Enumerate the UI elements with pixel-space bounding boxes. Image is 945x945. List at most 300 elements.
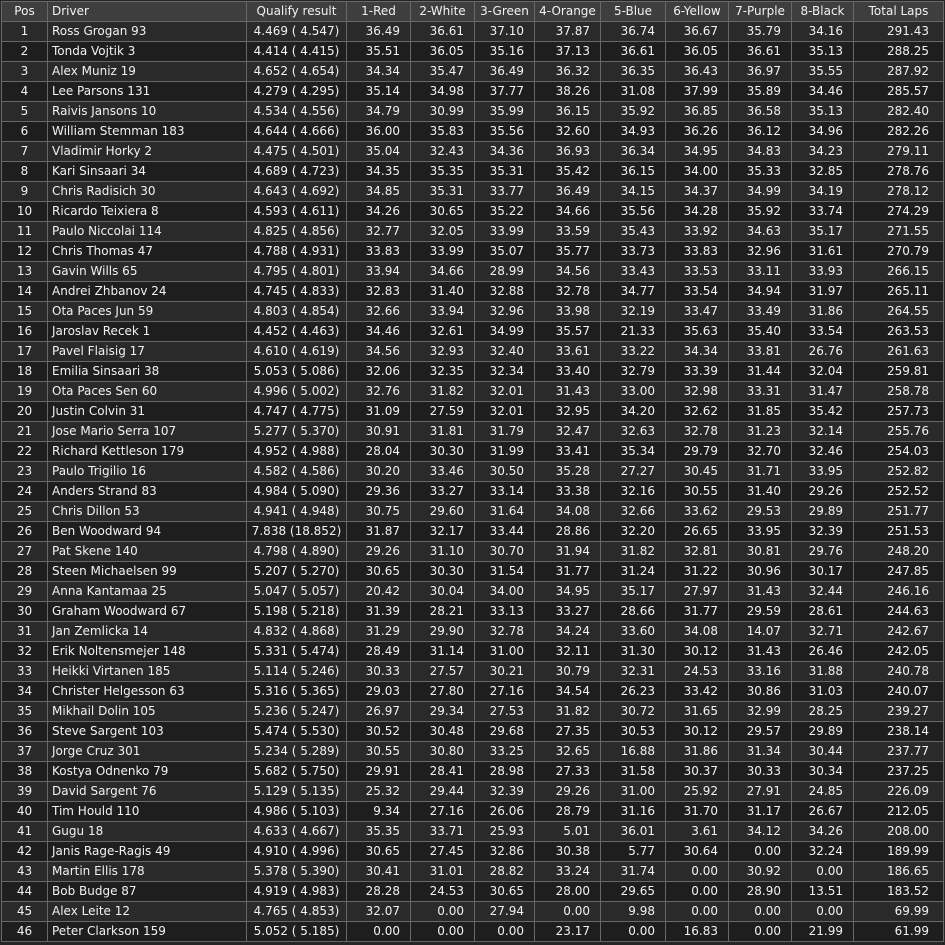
pos-cell: 4: [2, 82, 48, 102]
table-row[interactable]: [2, 482, 944, 502]
pos-cell: 39: [2, 782, 48, 802]
table-row[interactable]: [2, 802, 944, 822]
header-lane-red[interactable]: 1-Red: [347, 2, 411, 22]
total-laps-cell: 226.09: [854, 782, 944, 802]
table-row[interactable]: [2, 442, 944, 462]
lane-green-cell: 30.21: [475, 662, 535, 682]
table-row[interactable]: [2, 362, 944, 382]
lane-white-cell: 33.71: [411, 822, 475, 842]
total-laps-cell: 183.52: [854, 882, 944, 902]
table-row[interactable]: [2, 142, 944, 162]
lane-purple-cell: 29.53: [729, 502, 792, 522]
pos-cell: 33: [2, 662, 48, 682]
lane-purple-cell: 28.90: [729, 882, 792, 902]
lane-orange-cell: 35.28: [535, 462, 601, 482]
lane-black-cell: 32.71: [792, 622, 854, 642]
table-row[interactable]: [2, 782, 944, 802]
lane-white-cell: 27.59: [411, 402, 475, 422]
driver-cell: Paulo Niccolai 114: [48, 222, 247, 242]
lane-red-cell: 26.97: [347, 702, 411, 722]
total-laps-cell: 244.63: [854, 602, 944, 622]
table-row[interactable]: [2, 722, 944, 742]
lane-black-cell: 35.55: [792, 62, 854, 82]
driver-cell: Gavin Wills 65: [48, 262, 247, 282]
header-lane-green[interactable]: 3-Green: [475, 2, 535, 22]
table-row[interactable]: [2, 162, 944, 182]
lane-white-cell: 28.41: [411, 762, 475, 782]
pos-cell: 7: [2, 142, 48, 162]
table-row[interactable]: [2, 662, 944, 682]
lane-orange-cell: 34.66: [535, 202, 601, 222]
lane-red-cell: 34.56: [347, 342, 411, 362]
lane-blue-cell: 5.77: [601, 842, 666, 862]
lane-purple-cell: 35.79: [729, 22, 792, 42]
table-row[interactable]: [2, 202, 944, 222]
table-row[interactable]: [2, 462, 944, 482]
qualify-cell: 4.788 ( 4.931): [247, 242, 347, 262]
header-lane-yellow[interactable]: 6-Yellow: [666, 2, 729, 22]
results-table: [1, 1, 944, 942]
table-row[interactable]: [2, 682, 944, 702]
qualify-cell: 5.378 ( 5.390): [247, 862, 347, 882]
total-laps-cell: 279.11: [854, 142, 944, 162]
lane-orange-cell: 32.47: [535, 422, 601, 442]
lane-black-cell: 26.46: [792, 642, 854, 662]
table-row[interactable]: [2, 262, 944, 282]
table-row[interactable]: [2, 862, 944, 882]
lane-orange-cell: 37.87: [535, 22, 601, 42]
lane-yellow-cell: 32.81: [666, 542, 729, 562]
lane-black-cell: 24.85: [792, 782, 854, 802]
lane-black-cell: 34.26: [792, 822, 854, 842]
lane-blue-cell: 31.82: [601, 542, 666, 562]
lane-blue-cell: 32.20: [601, 522, 666, 542]
lane-orange-cell: 36.93: [535, 142, 601, 162]
lane-green-cell: 31.79: [475, 422, 535, 442]
lane-purple-cell: 33.11: [729, 262, 792, 282]
lane-green-cell: 32.96: [475, 302, 535, 322]
total-laps-cell: 242.67: [854, 622, 944, 642]
table-row[interactable]: [2, 702, 944, 722]
lane-white-cell: 27.57: [411, 662, 475, 682]
lane-blue-cell: 31.74: [601, 862, 666, 882]
lane-yellow-cell: 31.86: [666, 742, 729, 762]
driver-cell: Erik Noltensmejer 148: [48, 642, 247, 662]
lane-yellow-cell: 34.08: [666, 622, 729, 642]
lane-yellow-cell: 32.98: [666, 382, 729, 402]
lane-black-cell: 32.44: [792, 582, 854, 602]
table-row[interactable]: [2, 42, 944, 62]
lane-orange-cell: 31.82: [535, 702, 601, 722]
total-laps-cell: 285.57: [854, 82, 944, 102]
lane-green-cell: 31.00: [475, 642, 535, 662]
qualify-cell: 4.747 ( 4.775): [247, 402, 347, 422]
pos-cell: 23: [2, 462, 48, 482]
lane-purple-cell: 36.61: [729, 42, 792, 62]
table-row[interactable]: [2, 242, 944, 262]
header-lane-orange[interactable]: 4-Orange: [535, 2, 601, 22]
table-row[interactable]: [2, 102, 944, 122]
lane-purple-cell: 33.49: [729, 302, 792, 322]
pos-cell: 21: [2, 422, 48, 442]
lane-red-cell: 32.66: [347, 302, 411, 322]
driver-cell: Tim Hould 110: [48, 802, 247, 822]
driver-cell: Anders Strand 83: [48, 482, 247, 502]
lane-yellow-cell: 33.62: [666, 502, 729, 522]
lane-white-cell: 31.40: [411, 282, 475, 302]
lane-green-cell: 33.99: [475, 222, 535, 242]
pos-cell: 5: [2, 102, 48, 122]
lane-orange-cell: 34.54: [535, 682, 601, 702]
total-laps-cell: 237.77: [854, 742, 944, 762]
lane-blue-cell: 32.31: [601, 662, 666, 682]
lane-blue-cell: 16.88: [601, 742, 666, 762]
driver-cell: Martin Ellis 178: [48, 862, 247, 882]
lane-red-cell: 30.52: [347, 722, 411, 742]
lane-white-cell: 32.17: [411, 522, 475, 542]
lane-green-cell: 32.01: [475, 402, 535, 422]
qualify-cell: 4.689 ( 4.723): [247, 162, 347, 182]
lane-red-cell: 34.34: [347, 62, 411, 82]
lane-red-cell: 0.00: [347, 922, 411, 942]
total-laps-cell: 240.78: [854, 662, 944, 682]
driver-cell: Alex Muniz 19: [48, 62, 247, 82]
driver-cell: Vladimir Horky 2: [48, 142, 247, 162]
table-row[interactable]: [2, 922, 944, 942]
lane-blue-cell: 21.33: [601, 322, 666, 342]
qualify-cell: 5.277 ( 5.370): [247, 422, 347, 442]
table-row[interactable]: [2, 842, 944, 862]
pos-cell: 37: [2, 742, 48, 762]
table-row[interactable]: [2, 822, 944, 842]
header-lane-blue[interactable]: 5-Blue: [601, 2, 666, 22]
lane-purple-cell: 31.85: [729, 402, 792, 422]
lane-green-cell: 28.98: [475, 762, 535, 782]
pos-cell: 46: [2, 922, 48, 942]
lane-purple-cell: 35.92: [729, 202, 792, 222]
lane-white-cell: 27.45: [411, 842, 475, 862]
table-row[interactable]: [2, 302, 944, 322]
table-row[interactable]: [2, 402, 944, 422]
driver-cell: Kari Sinsaari 34: [48, 162, 247, 182]
pos-cell: 10: [2, 202, 48, 222]
lane-purple-cell: 31.40: [729, 482, 792, 502]
total-laps-cell: 246.16: [854, 582, 944, 602]
lane-yellow-cell: 36.05: [666, 42, 729, 62]
header-lane-black[interactable]: 8-Black: [792, 2, 854, 22]
lane-black-cell: 33.54: [792, 322, 854, 342]
lane-green-cell: 32.40: [475, 342, 535, 362]
lane-purple-cell: 30.86: [729, 682, 792, 702]
qualify-cell: 5.114 ( 5.246): [247, 662, 347, 682]
total-laps-cell: 189.99: [854, 842, 944, 862]
lane-red-cell: 28.04: [347, 442, 411, 462]
table-row[interactable]: [2, 182, 944, 202]
driver-cell: Chris Radisich 30: [48, 182, 247, 202]
total-laps-cell: 263.53: [854, 322, 944, 342]
lane-red-cell: 25.32: [347, 782, 411, 802]
table-row[interactable]: [2, 422, 944, 442]
lane-blue-cell: 34.15: [601, 182, 666, 202]
driver-cell: Jose Mario Serra 107: [48, 422, 247, 442]
pos-cell: 18: [2, 362, 48, 382]
lane-blue-cell: 32.16: [601, 482, 666, 502]
lane-black-cell: 32.39: [792, 522, 854, 542]
lane-purple-cell: 34.99: [729, 182, 792, 202]
pos-cell: 29: [2, 582, 48, 602]
lane-blue-cell: 35.43: [601, 222, 666, 242]
table-row[interactable]: [2, 642, 944, 662]
lane-black-cell: 31.03: [792, 682, 854, 702]
lane-red-cell: 30.55: [347, 742, 411, 762]
qualify-cell: 4.633 ( 4.667): [247, 822, 347, 842]
lane-black-cell: 29.26: [792, 482, 854, 502]
lane-blue-cell: 28.66: [601, 602, 666, 622]
lane-yellow-cell: 29.79: [666, 442, 729, 462]
table-row[interactable]: [2, 562, 944, 582]
qualify-cell: 4.795 ( 4.801): [247, 262, 347, 282]
lane-green-cell: 30.65: [475, 882, 535, 902]
lane-blue-cell: 35.17: [601, 582, 666, 602]
total-laps-cell: 278.12: [854, 182, 944, 202]
lane-green-cell: 31.54: [475, 562, 535, 582]
lane-orange-cell: 34.95: [535, 582, 601, 602]
lane-white-cell: 30.65: [411, 202, 475, 222]
table-row[interactable]: [2, 122, 944, 142]
lane-white-cell: 32.43: [411, 142, 475, 162]
lane-orange-cell: 36.32: [535, 62, 601, 82]
lane-white-cell: 0.00: [411, 922, 475, 942]
qualify-cell: 5.316 ( 5.365): [247, 682, 347, 702]
lane-blue-cell: 30.72: [601, 702, 666, 722]
total-laps-cell: 238.14: [854, 722, 944, 742]
lane-black-cell: 34.46: [792, 82, 854, 102]
table-row[interactable]: [2, 342, 944, 362]
lane-white-cell: 33.46: [411, 462, 475, 482]
pos-cell: 8: [2, 162, 48, 182]
lane-black-cell: 34.16: [792, 22, 854, 42]
table-row[interactable]: [2, 502, 944, 522]
lane-white-cell: 36.05: [411, 42, 475, 62]
pos-cell: 11: [2, 222, 48, 242]
lane-green-cell: 33.44: [475, 522, 535, 542]
pos-cell: 27: [2, 542, 48, 562]
pos-cell: 25: [2, 502, 48, 522]
lane-yellow-cell: 30.12: [666, 722, 729, 742]
lane-purple-cell: 30.33: [729, 762, 792, 782]
lane-black-cell: 32.85: [792, 162, 854, 182]
driver-cell: Jan Zemlicka 14: [48, 622, 247, 642]
qualify-cell: 4.745 ( 4.833): [247, 282, 347, 302]
lane-blue-cell: 33.60: [601, 622, 666, 642]
table-row[interactable]: [2, 542, 944, 562]
pos-cell: 6: [2, 122, 48, 142]
table-row[interactable]: [2, 282, 944, 302]
lane-yellow-cell: 33.39: [666, 362, 729, 382]
lane-green-cell: 30.70: [475, 542, 535, 562]
lane-red-cell: 30.41: [347, 862, 411, 882]
lane-white-cell: 33.27: [411, 482, 475, 502]
lane-orange-cell: 33.61: [535, 342, 601, 362]
driver-cell: Tonda Vojtik 3: [48, 42, 247, 62]
header-lane-purple[interactable]: 7-Purple: [729, 2, 792, 22]
lane-purple-cell: 32.96: [729, 242, 792, 262]
lane-red-cell: 34.85: [347, 182, 411, 202]
table-row[interactable]: [2, 22, 944, 42]
lane-black-cell: 31.88: [792, 662, 854, 682]
lane-red-cell: 34.46: [347, 322, 411, 342]
total-laps-cell: 261.63: [854, 342, 944, 362]
lane-purple-cell: 0.00: [729, 902, 792, 922]
lane-green-cell: 31.64: [475, 502, 535, 522]
lane-yellow-cell: 0.00: [666, 902, 729, 922]
table-row[interactable]: [2, 622, 944, 642]
header-lane-white[interactable]: 2-White: [411, 2, 475, 22]
total-laps-cell: 255.76: [854, 422, 944, 442]
lane-red-cell: 34.79: [347, 102, 411, 122]
lane-white-cell: 32.61: [411, 322, 475, 342]
total-laps-cell: 258.78: [854, 382, 944, 402]
pos-cell: 34: [2, 682, 48, 702]
qualify-cell: 4.996 ( 5.002): [247, 382, 347, 402]
lane-white-cell: 33.94: [411, 302, 475, 322]
header-driver[interactable]: Driver: [48, 2, 247, 22]
lane-white-cell: 30.80: [411, 742, 475, 762]
lane-white-cell: 32.05: [411, 222, 475, 242]
qualify-cell: 4.919 ( 4.983): [247, 882, 347, 902]
table-row[interactable]: [2, 62, 944, 82]
pos-cell: 16: [2, 322, 48, 342]
driver-cell: Gugu 18: [48, 822, 247, 842]
lane-purple-cell: 30.92: [729, 862, 792, 882]
lane-blue-cell: 26.23: [601, 682, 666, 702]
lane-white-cell: 33.99: [411, 242, 475, 262]
lane-purple-cell: 34.12: [729, 822, 792, 842]
lane-red-cell: 30.65: [347, 842, 411, 862]
lane-white-cell: 35.35: [411, 162, 475, 182]
lane-orange-cell: 0.00: [535, 902, 601, 922]
pos-cell: 15: [2, 302, 48, 322]
table-row[interactable]: [2, 82, 944, 102]
pos-cell: 17: [2, 342, 48, 362]
header-total[interactable]: Total Laps: [854, 2, 944, 22]
lane-white-cell: 35.83: [411, 122, 475, 142]
lane-blue-cell: 31.58: [601, 762, 666, 782]
lane-yellow-cell: 37.99: [666, 82, 729, 102]
total-laps-cell: 291.43: [854, 22, 944, 42]
lane-black-cell: 33.74: [792, 202, 854, 222]
lane-black-cell: 26.67: [792, 802, 854, 822]
table-row[interactable]: [2, 382, 944, 402]
lane-blue-cell: 36.61: [601, 42, 666, 62]
header-qualify[interactable]: Qualify result: [247, 2, 347, 22]
lane-orange-cell: 38.26: [535, 82, 601, 102]
lane-yellow-cell: 33.54: [666, 282, 729, 302]
table-row[interactable]: [2, 582, 944, 602]
lane-purple-cell: 31.71: [729, 462, 792, 482]
lane-white-cell: 36.61: [411, 22, 475, 42]
lane-red-cell: 31.29: [347, 622, 411, 642]
lane-blue-cell: 32.63: [601, 422, 666, 442]
driver-cell: Ricardo Teixiera 8: [48, 202, 247, 222]
lane-orange-cell: 33.24: [535, 862, 601, 882]
lane-red-cell: 31.39: [347, 602, 411, 622]
lane-green-cell: 32.01: [475, 382, 535, 402]
lane-orange-cell: 34.56: [535, 262, 601, 282]
lane-red-cell: 20.42: [347, 582, 411, 602]
qualify-cell: 5.234 ( 5.289): [247, 742, 347, 762]
lane-yellow-cell: 27.97: [666, 582, 729, 602]
lane-orange-cell: 32.65: [535, 742, 601, 762]
lane-green-cell: 32.86: [475, 842, 535, 862]
lane-red-cell: 36.49: [347, 22, 411, 42]
lane-black-cell: 31.47: [792, 382, 854, 402]
lane-green-cell: 35.16: [475, 42, 535, 62]
lane-white-cell: 35.31: [411, 182, 475, 202]
lane-orange-cell: 27.33: [535, 762, 601, 782]
lane-blue-cell: 32.79: [601, 362, 666, 382]
lane-purple-cell: 31.17: [729, 802, 792, 822]
pos-cell: 13: [2, 262, 48, 282]
lane-blue-cell: 35.92: [601, 102, 666, 122]
lane-orange-cell: 28.00: [535, 882, 601, 902]
qualify-cell: 4.593 ( 4.611): [247, 202, 347, 222]
lane-purple-cell: 14.07: [729, 622, 792, 642]
driver-cell: Peter Clarkson 159: [48, 922, 247, 942]
lane-orange-cell: 32.11: [535, 642, 601, 662]
table-row[interactable]: [2, 222, 944, 242]
lane-black-cell: 34.19: [792, 182, 854, 202]
total-laps-cell: 259.81: [854, 362, 944, 382]
table-row[interactable]: [2, 762, 944, 782]
lane-white-cell: 32.93: [411, 342, 475, 362]
lane-white-cell: 31.01: [411, 862, 475, 882]
lane-blue-cell: 33.43: [601, 262, 666, 282]
table-row[interactable]: [2, 602, 944, 622]
lane-black-cell: 32.46: [792, 442, 854, 462]
lane-blue-cell: 35.34: [601, 442, 666, 462]
pos-cell: 45: [2, 902, 48, 922]
lane-green-cell: 27.53: [475, 702, 535, 722]
lane-yellow-cell: 31.22: [666, 562, 729, 582]
lane-orange-cell: 36.49: [535, 182, 601, 202]
table-row[interactable]: [2, 322, 944, 342]
driver-cell: David Sargent 76: [48, 782, 247, 802]
total-laps-cell: 282.26: [854, 122, 944, 142]
table-row[interactable]: [2, 522, 944, 542]
lane-blue-cell: 31.16: [601, 802, 666, 822]
lane-black-cell: 32.04: [792, 362, 854, 382]
total-laps-cell: 288.25: [854, 42, 944, 62]
header-row: [2, 2, 944, 22]
table-row[interactable]: [2, 742, 944, 762]
lane-blue-cell: 29.65: [601, 882, 666, 902]
header-pos[interactable]: Pos: [2, 2, 48, 22]
table-row[interactable]: [2, 902, 944, 922]
lane-yellow-cell: 33.92: [666, 222, 729, 242]
qualify-cell: 4.832 ( 4.868): [247, 622, 347, 642]
lane-red-cell: 28.28: [347, 882, 411, 902]
driver-cell: Steve Sargent 103: [48, 722, 247, 742]
lane-red-cell: 30.65: [347, 562, 411, 582]
lane-purple-cell: 31.34: [729, 742, 792, 762]
table-row[interactable]: [2, 882, 944, 902]
lane-green-cell: 32.88: [475, 282, 535, 302]
driver-cell: Pat Skene 140: [48, 542, 247, 562]
lane-yellow-cell: 0.00: [666, 862, 729, 882]
lane-orange-cell: 33.98: [535, 302, 601, 322]
qualify-cell: 4.469 ( 4.547): [247, 22, 347, 42]
